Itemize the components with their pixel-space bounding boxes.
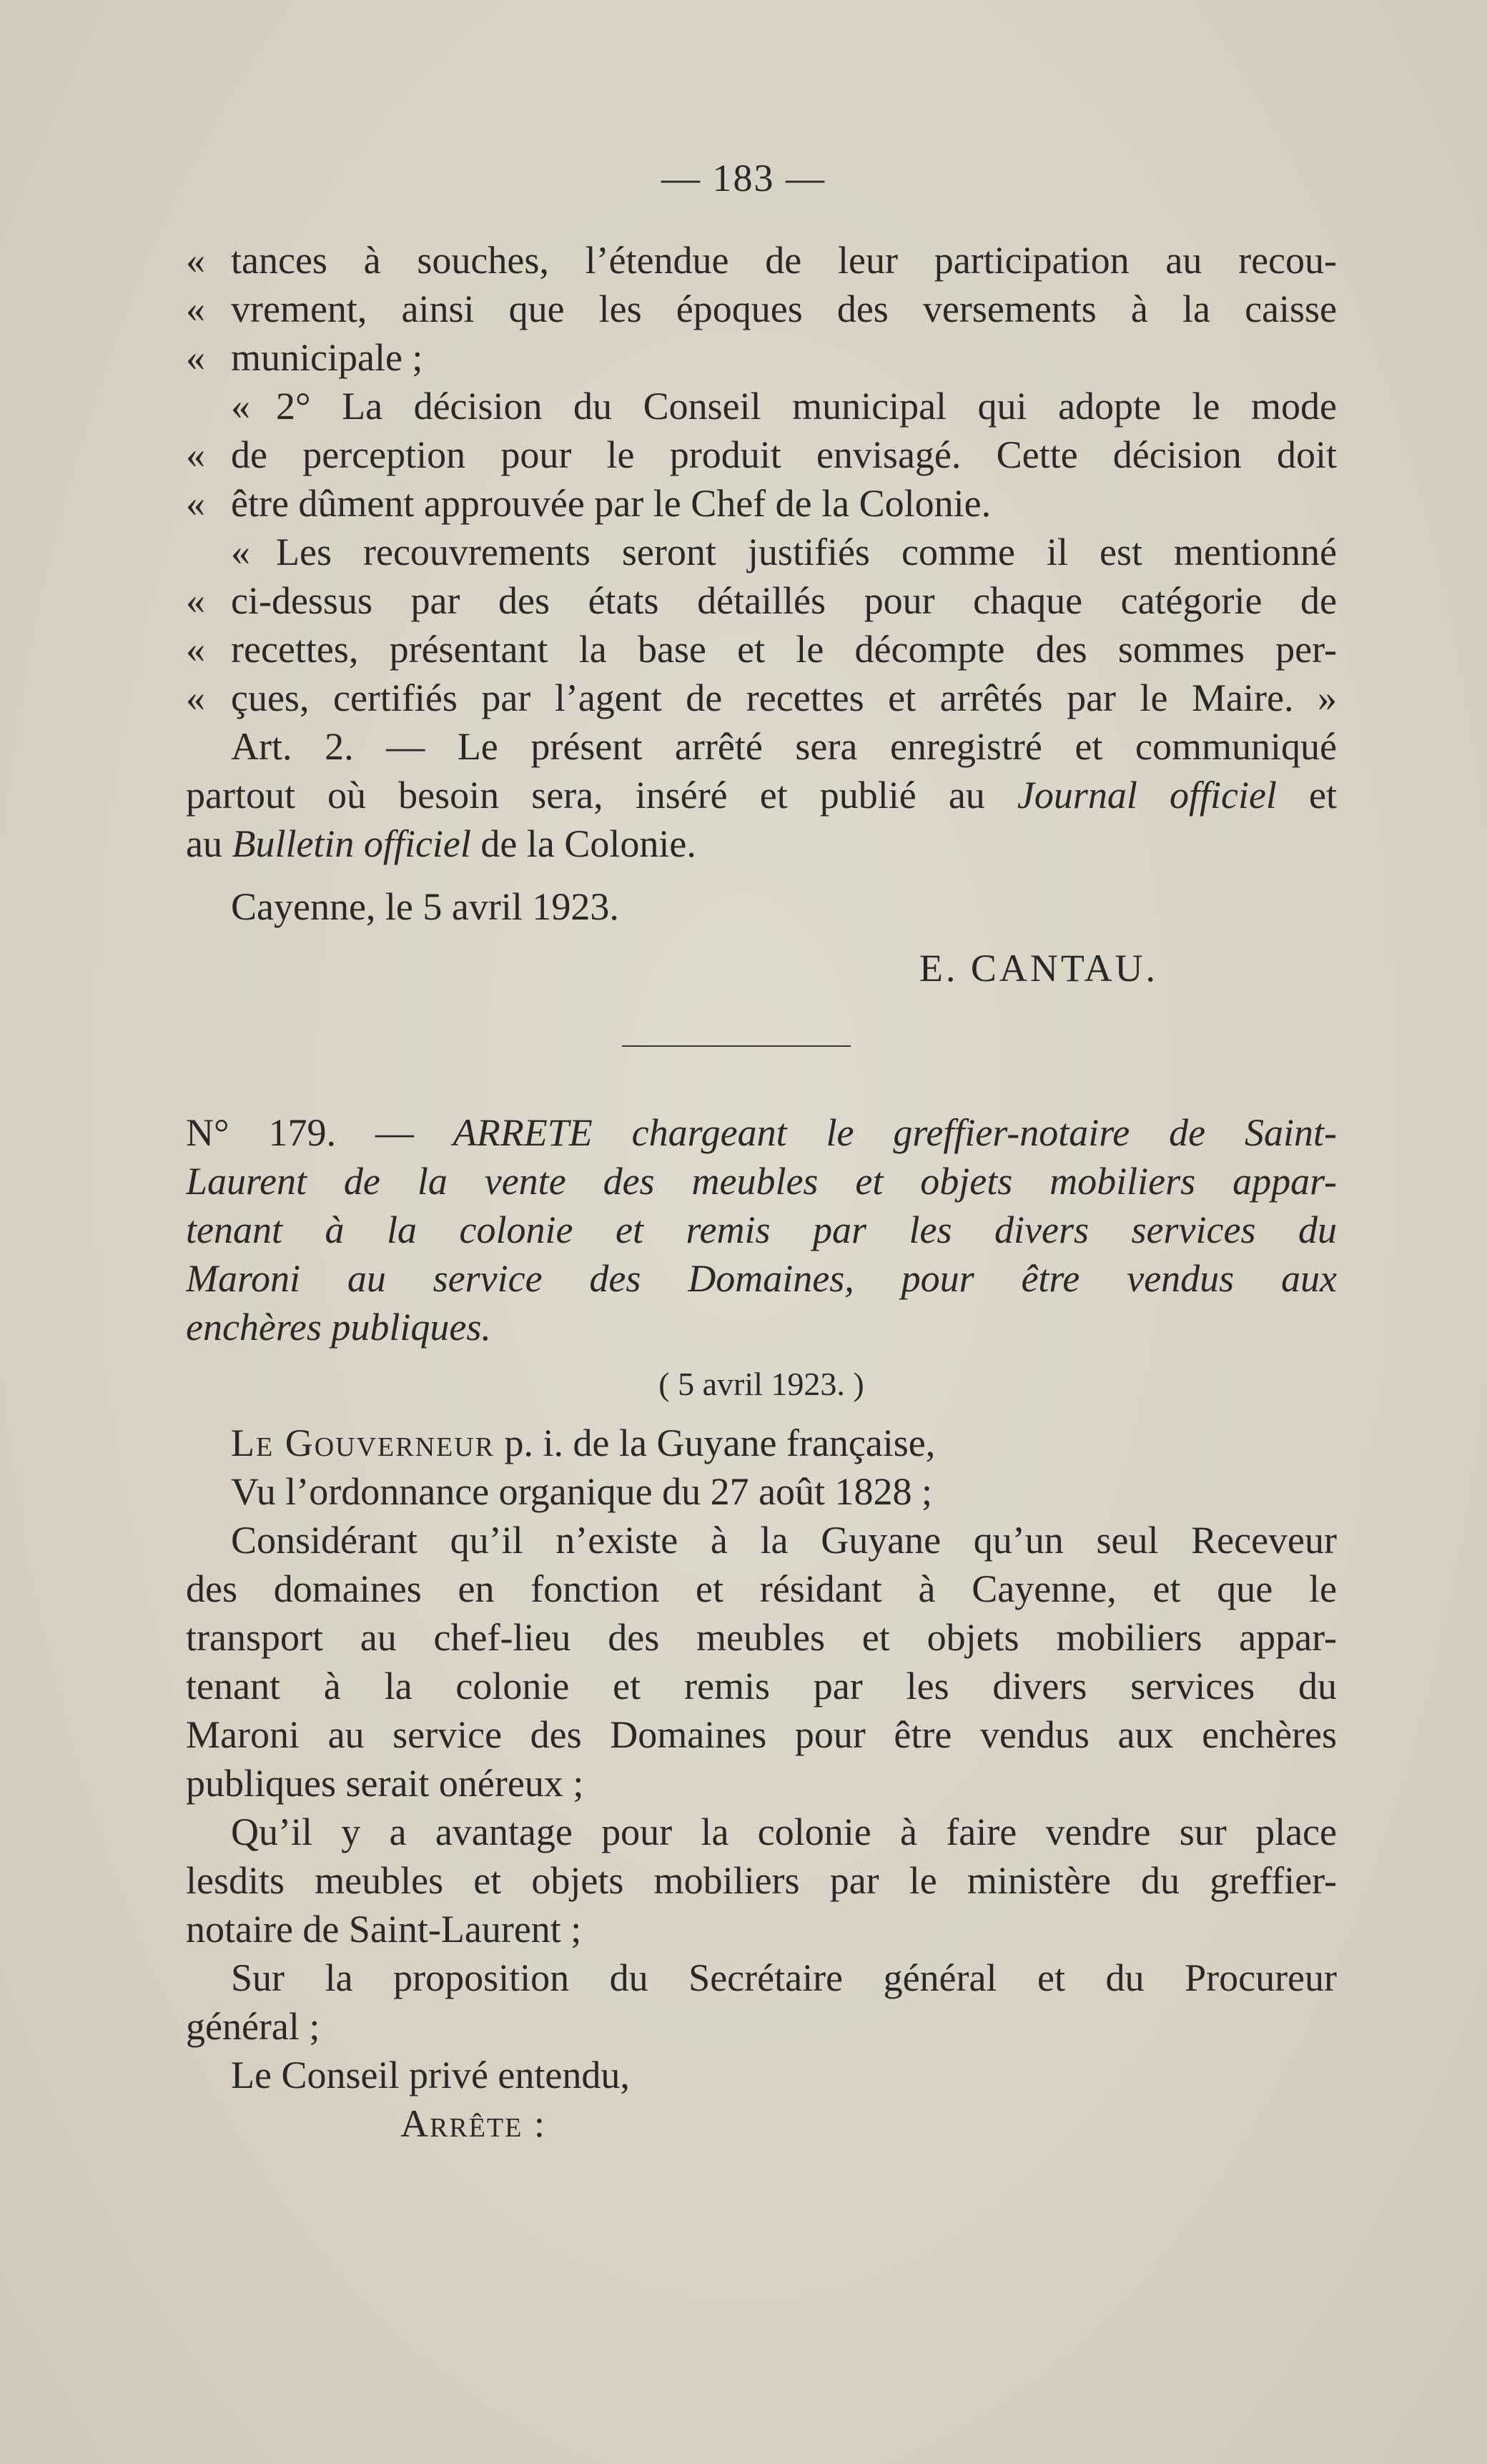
line-text: municipale ; (231, 336, 423, 379)
line-text: Sur la proposition du Secrétaire général et du Procureur (231, 1956, 1337, 1999)
guillemet: « (186, 676, 205, 719)
text-line (186, 1808, 1337, 1856)
line-text: notaire de Saint-Laurent ; (186, 1908, 582, 1951)
signature: E. CANTAU. (919, 947, 1158, 990)
arrete-title-line (186, 1108, 1337, 1157)
line-text: Considérant qu’il n’existe à la Guyane qu’un seul Receveur (231, 1519, 1337, 1562)
text-run: et (1276, 774, 1337, 817)
text-line (186, 430, 1337, 479)
arrete-title-line: Maroni au service des Domaines, pour être vendus aux (186, 1257, 1337, 1300)
text-line (186, 1759, 1337, 1808)
guillemet: « (186, 433, 205, 476)
article-2-line (186, 771, 1337, 819)
line-text: tances à souches, l’étendue de leur participation au recou- (231, 239, 1337, 282)
place-date: Cayenne, le 5 avril 1923. (231, 885, 619, 928)
text-line (186, 1613, 1337, 1662)
quoted-continuation (186, 236, 1337, 722)
page-number: — 183 — (661, 157, 826, 199)
arrete-title-line: enchères publiques. (186, 1306, 491, 1349)
arrete-label (186, 2099, 1337, 2148)
spacer (186, 1409, 1337, 1419)
text-line (186, 1710, 1337, 1759)
text-line (186, 528, 1337, 576)
gouverneur-line (186, 1419, 1337, 1467)
text-line (186, 479, 1337, 528)
text-line (186, 674, 1337, 722)
line-text: Maroni au service des Domaines pour être vendus aux enchères (186, 1713, 1337, 1756)
text-run: au (186, 822, 232, 865)
guillemet: « (186, 336, 205, 379)
line-text: des domaines en fonction et résidant à Cayenne, et que le (186, 1567, 1337, 1610)
line-text: général ; (186, 2005, 320, 2048)
line-text: çues, certifiés par l’agent de recettes et arrêtés par le Maire. » (231, 676, 1337, 719)
line-text: de perception pour le produit envisagé. Cette décision doit (231, 433, 1337, 476)
text-line (186, 1564, 1337, 1613)
arrete-heading (186, 1108, 1337, 2148)
line-text: recettes, présentant la base et le décompte des sommes per- (231, 628, 1337, 671)
text-line (186, 2002, 1337, 2051)
journal-officiel-ref: Journal officiel (1017, 774, 1277, 817)
text-line (186, 236, 1337, 285)
spacer (186, 1351, 1337, 1360)
arrete-word: Arrête : (400, 2102, 546, 2145)
text-line (186, 382, 1337, 430)
article-2-line: Art. 2. — Le présent arrêté sera enregistré et communiqué (231, 725, 1337, 768)
arrete-date: ( 5 avril 1923. ) (658, 1366, 864, 1402)
guillemet: « (186, 287, 205, 330)
gouverneur-title: Le Gouverneur (231, 1421, 495, 1464)
line-text: Les recouvrements seront justifiés comme il est mentionné (276, 531, 1337, 573)
conseil-line: Le Conseil privé entendu, (231, 2054, 630, 2096)
article-2-line (186, 819, 1337, 868)
line-text: vrement, ainsi que les époques des versements à la caisse (231, 287, 1337, 330)
line-text: transport au chef-lieu des meubles et objets mobiliers appar- (186, 1616, 1337, 1659)
spacer (186, 868, 1337, 882)
text-line (186, 1905, 1337, 1953)
guillemet: « (186, 239, 205, 282)
arrete-title-line: Laurent de la vente des meubles et objets mobiliers appar- (186, 1160, 1337, 1203)
bulletin-officiel-ref: Bulletin officiel (232, 822, 471, 865)
text-line (186, 1516, 1337, 1564)
guillemet: « (231, 385, 250, 428)
text-line (186, 1953, 1337, 2002)
separator-rule (622, 1045, 851, 1047)
text-line (186, 1662, 1337, 1710)
line-text: 2° La décision du Conseil municipal qui adopte le mode (276, 385, 1337, 428)
quil-paragraph (186, 1808, 1337, 1953)
sur-paragraph (186, 1953, 1337, 2051)
line-text: publiques serait onéreux ; (186, 1762, 584, 1805)
text-line (186, 625, 1337, 674)
line-text: Qu’il y a avantage pour la colonie à faire vendre sur place (231, 1810, 1337, 1853)
text-run: partout où besoin sera, inséré et publié au (186, 774, 1017, 817)
text-line (186, 285, 1337, 333)
text-line (186, 333, 1337, 382)
considerant-paragraph (186, 1516, 1337, 1808)
line-text: ci-dessus par des états détaillés pour chaque catégorie de (231, 579, 1337, 622)
arrete-title: ARRETE chargeant le greffier-notaire de Saint- (453, 1111, 1337, 1154)
guillemet: « (186, 628, 205, 671)
guillemet: « (186, 482, 205, 525)
vu-line: Vu l’ordonnance organique du 27 août 1828 ; (231, 1470, 933, 1513)
arrete-title-line: tenant à la colonie et remis par les divers services du (186, 1208, 1337, 1251)
guillemet: « (231, 531, 250, 573)
text-line (186, 576, 1337, 625)
spacer (186, 931, 1337, 944)
text-line (186, 1856, 1337, 1905)
guillemet: « (186, 579, 205, 622)
body-text (186, 236, 1337, 992)
line-text: être dûment approuvée par le Chef de la Colonie. (231, 482, 992, 525)
text-run: p. i. de la Guyane française, (495, 1421, 936, 1464)
text-run: de la Colonie. (470, 822, 696, 865)
line-text: lesdits meubles et objets mobiliers par le ministère du greffier- (186, 1859, 1337, 1902)
arrete-number: N° 179. — (186, 1111, 453, 1154)
line-text: tenant à la colonie et remis par les divers services du (186, 1665, 1337, 1707)
